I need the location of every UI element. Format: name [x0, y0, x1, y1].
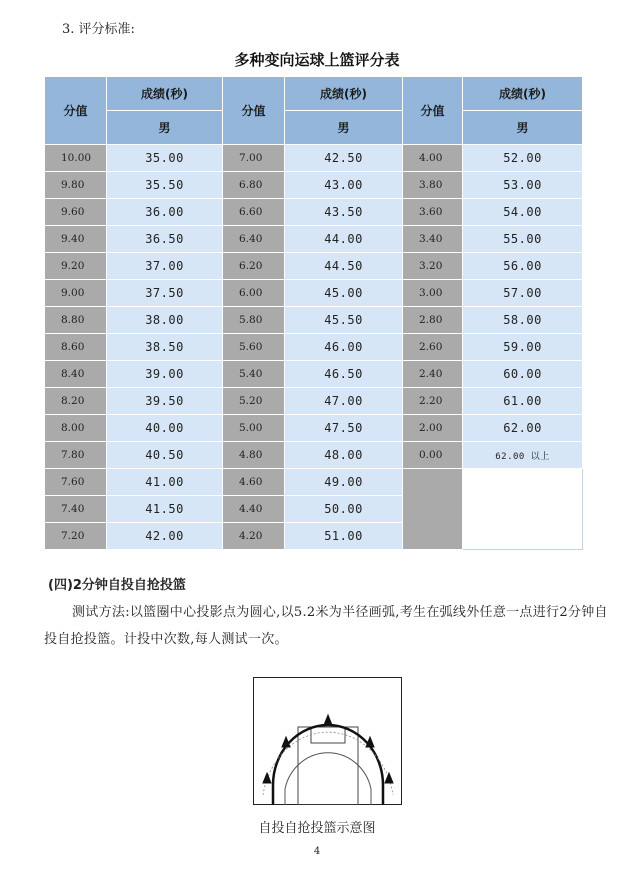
result-cell: 43.50 — [285, 199, 403, 226]
header-score-2: 分值 — [223, 77, 285, 145]
result-cell: 45.50 — [285, 307, 403, 334]
table-row — [45, 172, 583, 199]
table-row — [45, 442, 583, 469]
result-cell: 42.00 — [107, 523, 223, 550]
score-cell: 2.40 — [403, 361, 463, 388]
score-cell: 2.00 — [403, 415, 463, 442]
score-cell: 3.20 — [403, 253, 463, 280]
score-cell: 6.80 — [223, 172, 285, 199]
score-cell: 9.60 — [45, 199, 107, 226]
result-cell: 61.00 — [463, 388, 583, 415]
result-cell: 38.00 — [107, 307, 223, 334]
score-cell: 5.00 — [223, 415, 285, 442]
empty-score-cell — [403, 469, 463, 550]
result-cell: 45.00 — [285, 280, 403, 307]
result-cell: 43.00 — [285, 172, 403, 199]
court-diagram — [253, 677, 402, 805]
result-cell: 39.00 — [107, 361, 223, 388]
header-result-3: 成绩(秒) — [463, 77, 583, 111]
result-cell: 37.00 — [107, 253, 223, 280]
score-cell: 10.00 — [45, 145, 107, 172]
page-number: 4 — [313, 846, 321, 857]
score-cell: 7.40 — [45, 496, 107, 523]
score-cell: 6.40 — [223, 226, 285, 253]
score-cell: 8.60 — [45, 334, 107, 361]
result-cell: 52.00 — [463, 145, 583, 172]
score-cell: 2.60 — [403, 334, 463, 361]
result-cell: 36.50 — [107, 226, 223, 253]
score-cell: 8.00 — [45, 415, 107, 442]
result-cell: 46.00 — [285, 334, 403, 361]
header-score-1: 分值 — [45, 77, 107, 145]
result-cell: 51.00 — [285, 523, 403, 550]
result-cell: 59.00 — [463, 334, 583, 361]
score-cell: 9.80 — [45, 172, 107, 199]
table-row — [45, 469, 583, 496]
score-cell: 4.80 — [223, 442, 285, 469]
score-cell: 2.20 — [403, 388, 463, 415]
score-cell: 7.60 — [45, 469, 107, 496]
score-cell: 9.20 — [45, 253, 107, 280]
score-table — [44, 76, 583, 550]
score-cell: 7.80 — [45, 442, 107, 469]
result-cell: 55.00 — [463, 226, 583, 253]
header-result-2: 成绩(秒) — [285, 77, 403, 111]
header-gender-3: 男 — [463, 111, 583, 145]
result-cell: 53.00 — [463, 172, 583, 199]
result-cell: 62.00 以上 — [463, 442, 583, 469]
score-cell: 8.40 — [45, 361, 107, 388]
score-cell: 4.40 — [223, 496, 285, 523]
score-cell: 6.00 — [223, 280, 285, 307]
result-cell: 58.00 — [463, 307, 583, 334]
section-label: 3. 评分标准: — [62, 22, 135, 37]
result-cell: 62.00 — [463, 415, 583, 442]
result-cell: 49.00 — [285, 469, 403, 496]
empty-result-cell — [463, 469, 583, 550]
result-cell: 40.00 — [107, 415, 223, 442]
table-row — [45, 361, 583, 388]
table-row — [45, 253, 583, 280]
result-cell: 36.00 — [107, 199, 223, 226]
table-row — [45, 280, 583, 307]
result-cell: 42.50 — [285, 145, 403, 172]
result-cell: 47.00 — [285, 388, 403, 415]
score-cell: 6.60 — [223, 199, 285, 226]
table-row — [45, 226, 583, 253]
result-cell: 46.50 — [285, 361, 403, 388]
result-cell: 56.00 — [463, 253, 583, 280]
score-cell: 9.00 — [45, 280, 107, 307]
result-cell: 57.00 — [463, 280, 583, 307]
table-title: 多种变向运球上篮评分表 — [234, 51, 400, 69]
score-cell: 0.00 — [403, 442, 463, 469]
score-cell: 8.80 — [45, 307, 107, 334]
table-row — [45, 388, 583, 415]
table-row — [45, 145, 583, 172]
table-row — [45, 307, 583, 334]
test-method-paragraph: 测试方法:以篮圈中心投影点为圆心,以5.2米为半径画弧,考生在弧线外任意一点进行2分钟自投自抢投篮。计投中次数,每人测试一次。 — [44, 605, 608, 647]
table-row — [45, 334, 583, 361]
score-cell: 5.60 — [223, 334, 285, 361]
table-row — [45, 199, 583, 226]
result-cell: 39.50 — [107, 388, 223, 415]
result-cell: 35.50 — [107, 172, 223, 199]
court-boundary — [254, 678, 402, 805]
result-cell: 54.00 — [463, 199, 583, 226]
result-cell: 41.00 — [107, 469, 223, 496]
score-cell: 7.00 — [223, 145, 285, 172]
score-cell: 4.60 — [223, 469, 285, 496]
result-cell: 50.00 — [285, 496, 403, 523]
score-cell: 3.60 — [403, 199, 463, 226]
score-cell: 3.80 — [403, 172, 463, 199]
score-cell: 9.40 — [45, 226, 107, 253]
header-score-3: 分值 — [403, 77, 463, 145]
header-gender-1: 男 — [107, 111, 223, 145]
diagram-caption: 自投自抢投篮示意图 — [258, 821, 376, 836]
score-cell: 5.40 — [223, 361, 285, 388]
result-cell: 60.00 — [463, 361, 583, 388]
score-cell: 4.00 — [403, 145, 463, 172]
table-row — [45, 415, 583, 442]
score-cell: 3.00 — [403, 280, 463, 307]
score-cell: 8.20 — [45, 388, 107, 415]
header-gender-2: 男 — [285, 111, 403, 145]
score-cell: 7.20 — [45, 523, 107, 550]
score-cell: 6.20 — [223, 253, 285, 280]
result-cell: 38.50 — [107, 334, 223, 361]
result-cell: 44.50 — [285, 253, 403, 280]
result-cell: 47.50 — [285, 415, 403, 442]
score-cell: 5.20 — [223, 388, 285, 415]
score-cell: 2.80 — [403, 307, 463, 334]
score-cell: 5.80 — [223, 307, 285, 334]
score-table-body — [45, 145, 583, 550]
result-cell: 48.00 — [285, 442, 403, 469]
result-cell: 37.50 — [107, 280, 223, 307]
result-cell: 44.00 — [285, 226, 403, 253]
result-cell: 35.00 — [107, 145, 223, 172]
section-heading: (四)2分钟自投自抢投篮 — [48, 578, 186, 593]
result-cell: 40.50 — [107, 442, 223, 469]
header-result-1: 成绩(秒) — [107, 77, 223, 111]
score-cell: 3.40 — [403, 226, 463, 253]
score-cell: 4.20 — [223, 523, 285, 550]
result-cell: 41.50 — [107, 496, 223, 523]
